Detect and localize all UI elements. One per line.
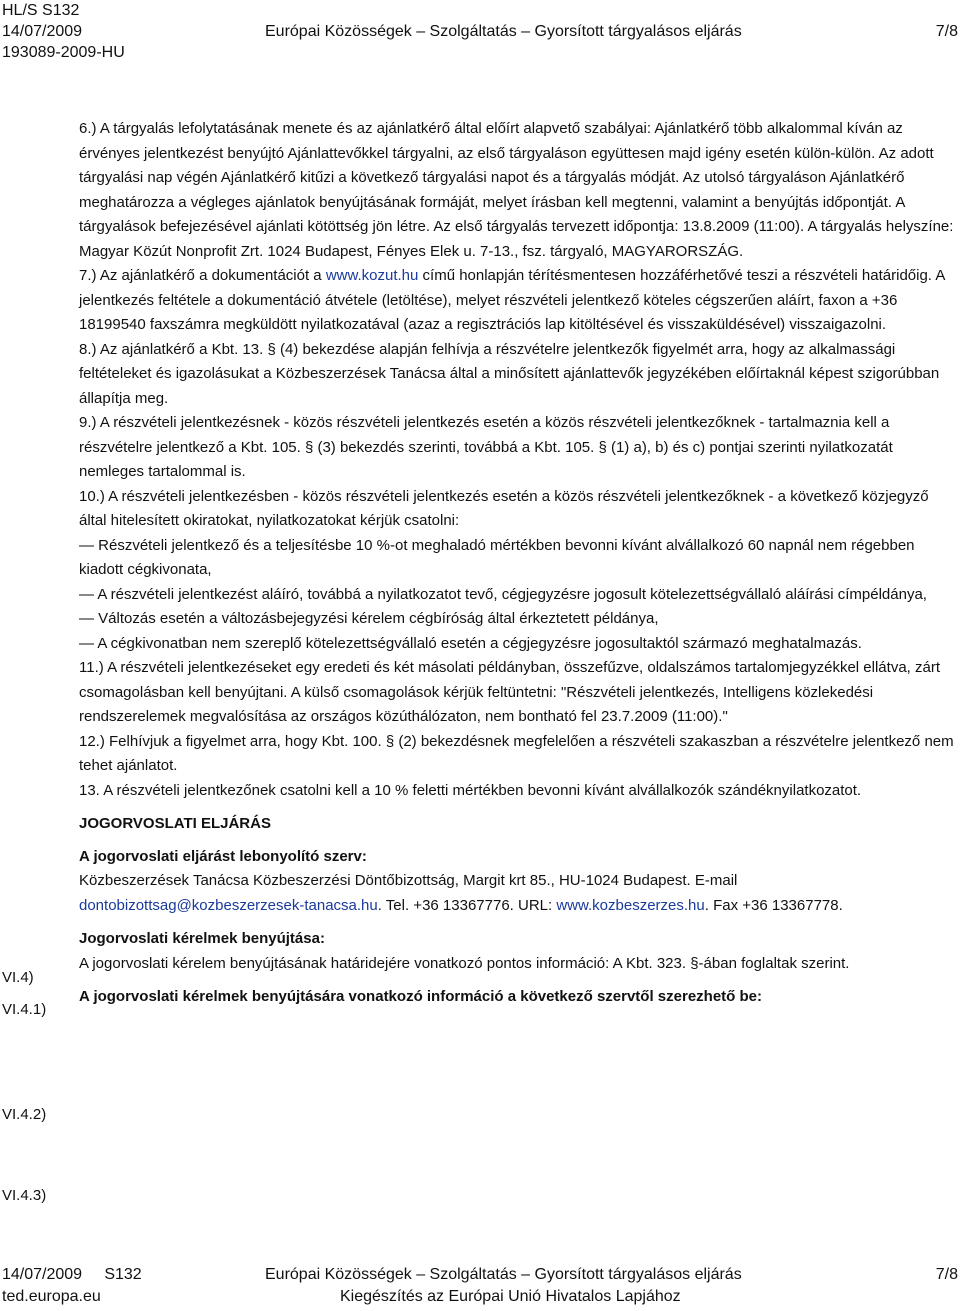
document-body <box>79 117 959 1010</box>
paragraph-10: 10.) A részvételi jelentkezésben - közös részvételi jelentkezés esetén a közös részvételi jelentkezőknek - a következő közjegyző által hitelesített okiratokat, nyilatkozatokat kérjük csatolni: <box>79 487 929 529</box>
paragraph-11: 11.) A részvételi jelentkezéseket egy eredeti és két másolati példányban, összefűzve, oldalszámos tartalomjegyzékkel ellátva, zárt csomagolásban kell benyújtani. A külső csomagolások kérjük feltüntetni: "Részvételi jelentkezés, Intelligens közlekedési rendszerelemek megvalósítása az országos közúthálózaton, nem bontható fel 23.7.2009 (11:00)." <box>79 659 940 725</box>
section-title-vi41: A jogorvoslati eljárást lebonyolító szerv: <box>79 847 367 865</box>
header-journal: HL/S S132 <box>2 2 80 19</box>
paragraph-8: 8.) Az ajánlatkérő a Kbt. 13. § (4) bekezdése alapján felhívja a részvételre jelentkezők figyelmét arra, hogy az alkalmassági feltételeket és igazolásukat a Közbeszerzések Tanácsa által a minősített ajánlattevők jegyzékében előírtaknál képest szigorúbban állapítja meg. <box>79 340 940 407</box>
footer-page-number: 7/8 <box>935 1266 958 1283</box>
review-deadline-info: A jogorvoslati kérelem benyújtásának határidejére vonatkozó pontos információ: A Kbt. 323. §-ában foglaltak szerint. <box>79 954 850 972</box>
section-num-vi42: VI.4.2) <box>2 1106 47 1123</box>
header-date: 14/07/2009 <box>2 23 83 40</box>
section-title-vi4: JOGORVOSLATI ELJÁRÁS <box>79 815 271 832</box>
paragraph-7: 7.) Az ajánlatkérő a dokumentációt a www.kozut.hu című honlapján térítésmentesen hozzáférhetővé teszi a részvételi határidőig. A jelentkezés feltétele a dokumentáció átvétele (letöltése), melyet részvételi jelentkező köteles cégszerűen aláírt, faxon a +36 18199540 faxszámra megküldött nyilatkozatával (azaz a regisztrációs lap kitöltésével és visszaküldésével) visszaigazolni. <box>79 267 945 333</box>
kozut-link-tld[interactable]: hu <box>401 267 419 284</box>
section-num-vi43: VI.4.3) <box>2 1187 47 1204</box>
paragraph-12: 12.) Felhívjuk a figyelmet arra, hogy Kbt. 100. § (2) bekezdésnek megfelelően a részvételi szakaszban a részvételre jelentkező nem tehet ajánlatot. <box>79 732 954 774</box>
section-num-vi4: VI.4) <box>2 969 34 986</box>
paragraph-9: 9.) A részvételi jelentkezésnek - közös részvételi jelentkezés esetén a közös részvételi jelentkezőknek - tartalmaznia kell a részvételre jelentkező a Kbt. 105. § (3) bekezdés szerinti, továbbá a Kbt. 105. § (1) a), b) és c) pontjai szerinti nyilatkozatát nemleges tartalommal is. <box>79 414 893 480</box>
footer-title: Európai Közösségek – Szolgáltatás – Gyorsított tárgyalásos eljárás <box>265 1266 742 1283</box>
section-num-vi41: VI.4.1) <box>2 1001 47 1018</box>
email-link[interactable]: dontobizottsag@kozbeszerzesek-tanacsa.hu <box>79 896 378 914</box>
list-item-meghatalmazas: — A cégkivonatban nem szereplő kötelezettségvállaló esetén a cégjegyzésre jogosultaktól származó meghatalmazás. <box>79 634 862 652</box>
header-page-number: 7/8 <box>935 23 958 40</box>
section-title-vi42: Jogorvoslati kérelmek benyújtása: <box>79 930 325 947</box>
header-left <box>2 0 125 63</box>
page-header <box>0 0 960 70</box>
kozut-link[interactable]: www.kozut. <box>325 267 402 284</box>
footer-subtitle: Kiegészítés az Európai Unió Hivatalos Lapjához <box>340 1288 681 1305</box>
page-footer <box>0 1264 960 1311</box>
paragraph-6: 6.) A tárgyalás lefolytatásának menete és az ajánlatkérő által előírt alapvető szabályai: Ajánlatkérő több alkalommal kíván az érvényes jelentkezést benyújtó Ajánlattevőkkel tárgyalni, az első tárgyaláson együttesen majd igény esetén külön-külön. Az adott tárgyalási nap végén Ajánlatkérő kitűzi a következő tárgyalási napot és a tárgyalás módját. Az utolsó tárgyaláson Ajánlatkérő meghatározza a végleges ajánlatok benyújtásának formáját, melyet írásban kell megtenni, valamint a benyújtás időpontját. A tárgyalások befejezésével ajánlati kötöttség jön létre. Az első tárgyalás tervezett időpontja: 13.8.2009 (11:00). A tárgyalás helyszíne: Magyar Közút Nonprofit Zrt. 1024 Budapest, Fényes Elek u. 7-13., fsz. tárgyaló, MAGYARORSZÁG. <box>79 120 954 260</box>
footer-date-code: 14/07/2009 S132 <box>2 1266 142 1283</box>
footer-site: ted.europa.eu <box>2 1288 101 1305</box>
header-title: Európai Közösségek – Szolgáltatás – Gyorsított tárgyalásos eljárás <box>265 23 742 40</box>
review-body-details: Közbeszerzések Tanácsa Közbeszerzési Döntőbizottság, Margit krt 85., HU-1024 Budapest. E-mail dontobizottsag@kozbeszerzesek-tanacsa.hu. Tel. +36 13367776. URL: www.kozbeszerzes.hu. Fax +36 13367778. <box>79 872 843 914</box>
url-link[interactable]: www.kozbeszerzes.hu <box>556 896 705 914</box>
header-notice-id: 193089-2009-HU <box>2 44 125 61</box>
paragraph-13: 13. A részvételi jelentkezőnek csatolni kell a 10 % feletti mértékben bevonni kívánt alvállalkozók szándéknyilatkozatot. <box>79 781 862 799</box>
list-item-alairasi-cimpeldany: — A részvételi jelentkezést aláíró, továbbá a nyilatkozatot tevő, cégjegyzésre jogosult kötelezettségvállaló aláírási címpéldánya, <box>79 585 927 603</box>
list-item-cegkivonat: — Részvételi jelentkező és a teljesítésbe 10 %-ot meghaladó mértékben bevonni kívánt alvállalkozó 60 napnál nem régebben kiadott cégkivonata, <box>79 536 915 578</box>
list-item-valtozasbejegyzes: — Változás esetén a változásbejegyzési kérelem cégbíróság által érkeztetett példánya, <box>79 610 659 627</box>
section-title-vi43: A jogorvoslati kérelmek benyújtására vonatkozó információ a következő szervtől szerezhető be: <box>79 988 762 1005</box>
